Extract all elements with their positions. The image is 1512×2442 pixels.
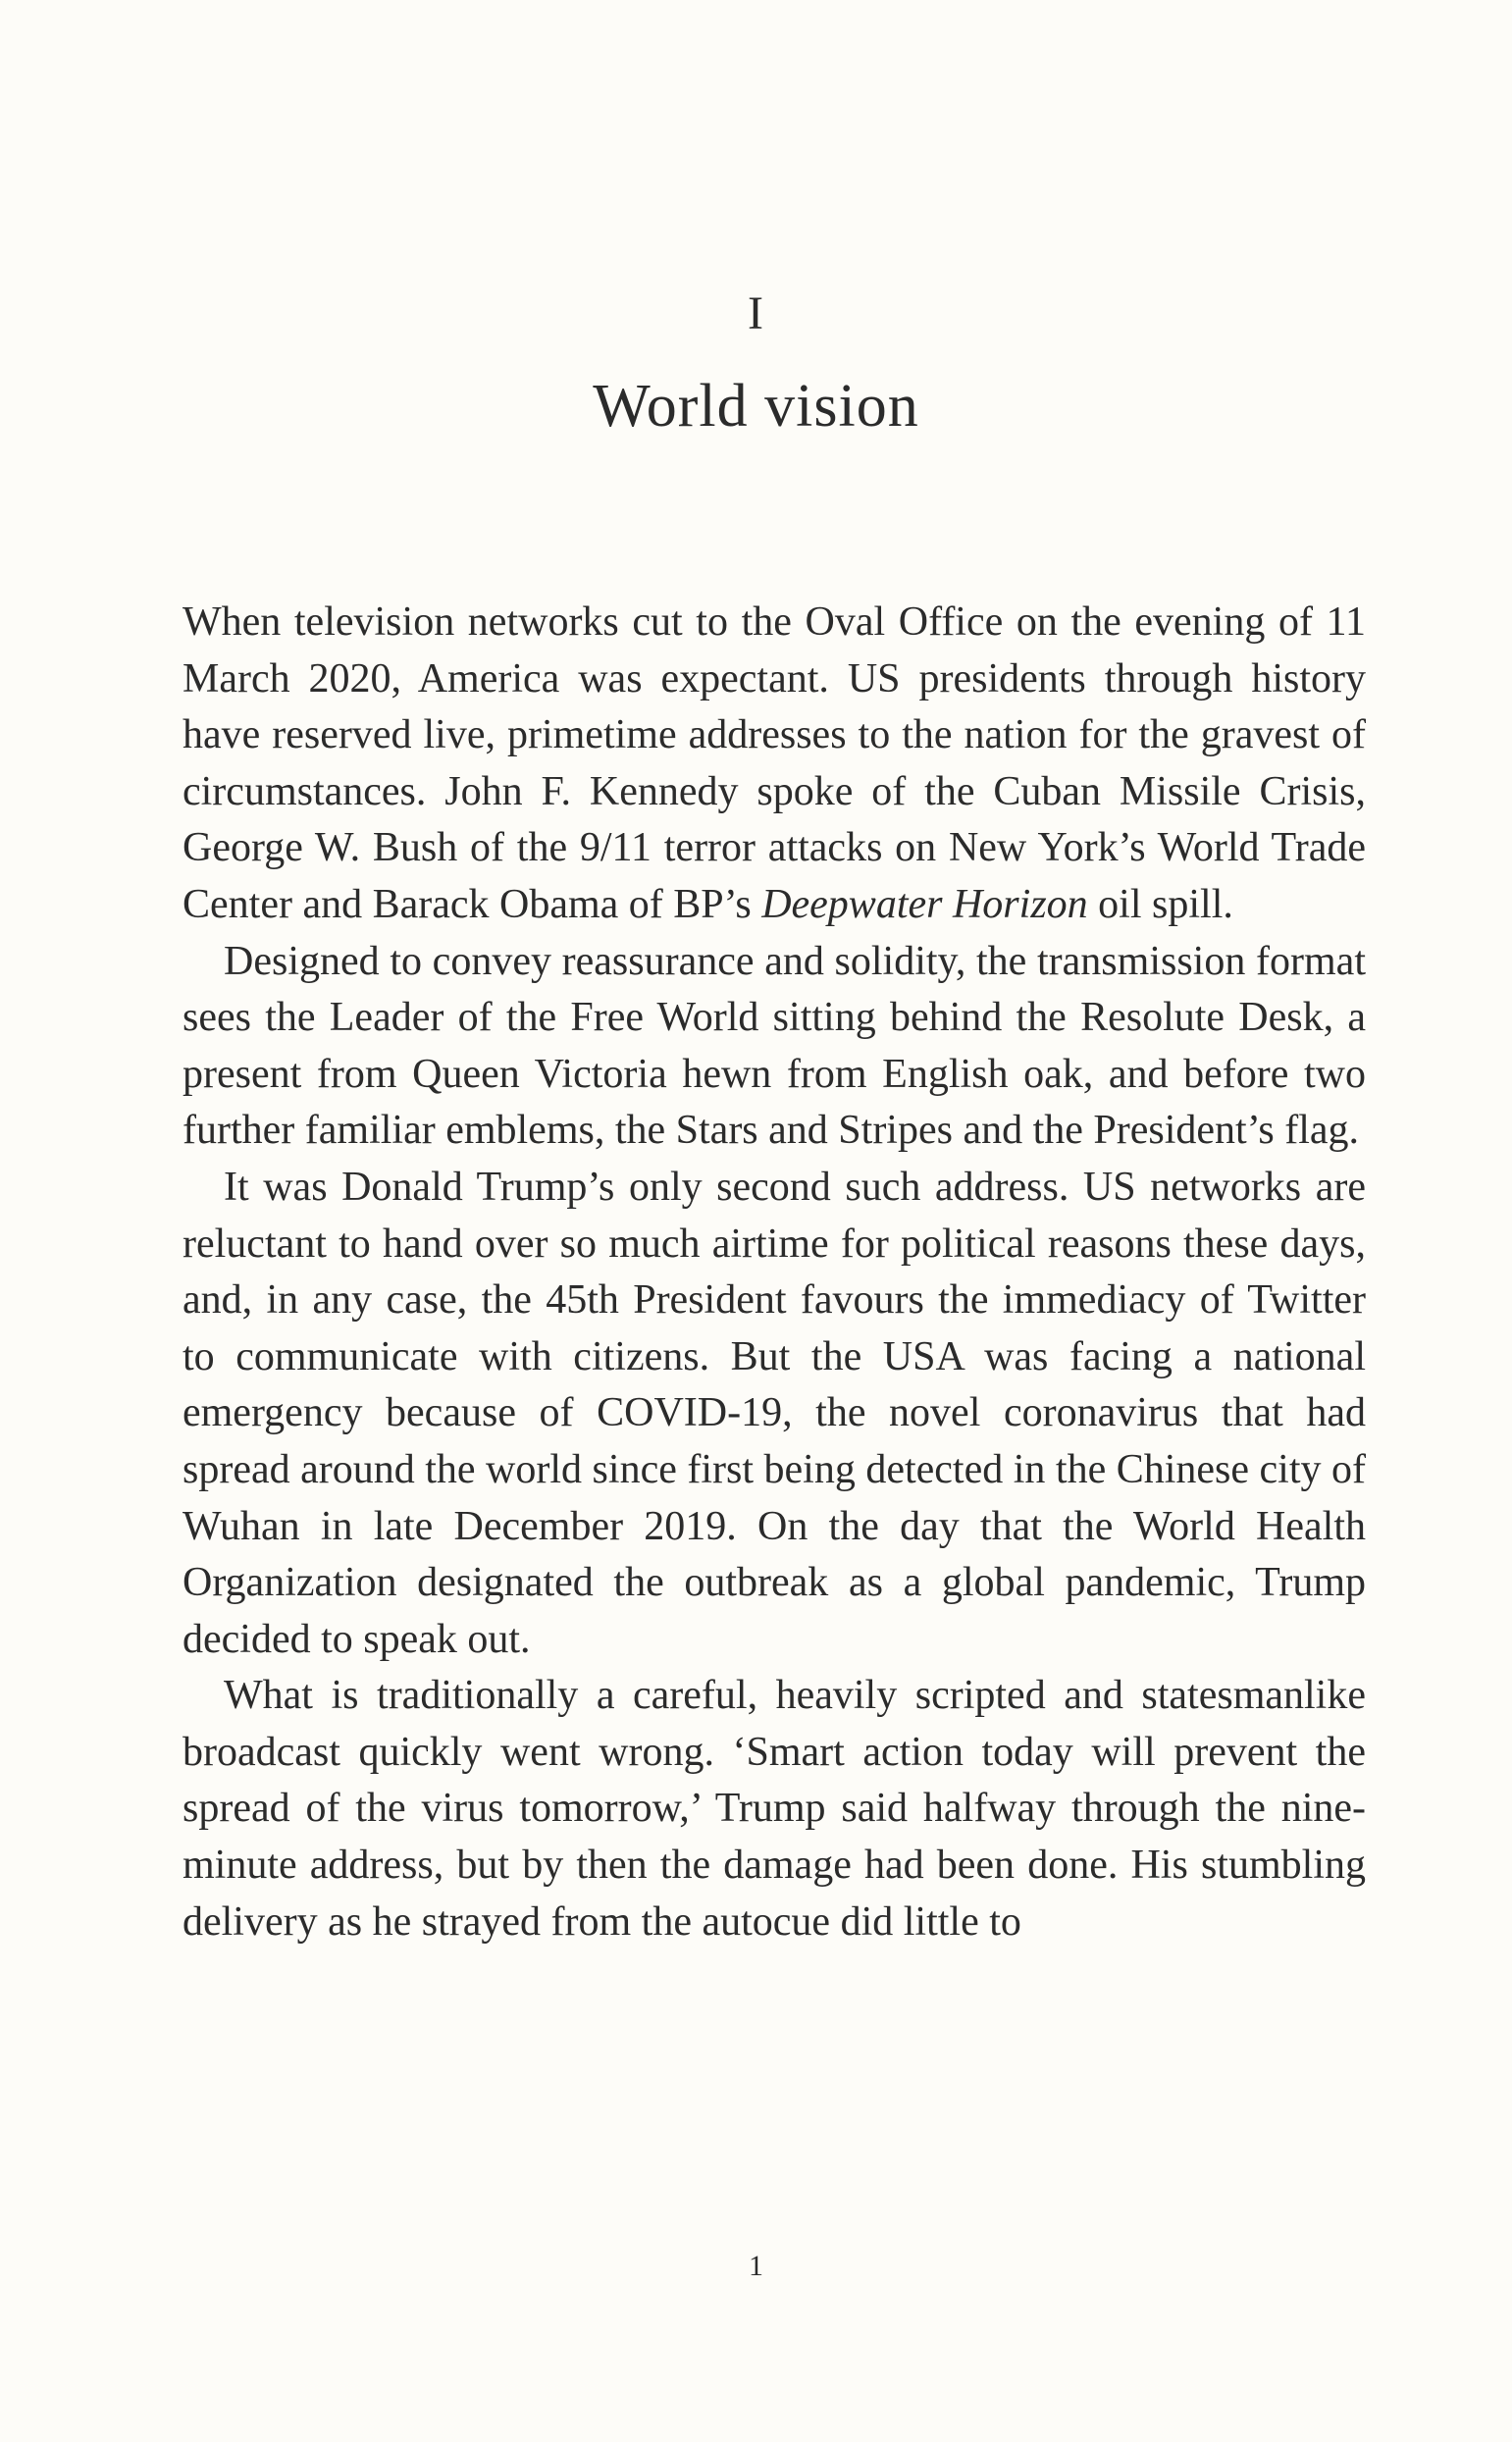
paragraph-1-text: When television networks cut to the Oval Office on the evening of 11 March 2020, America was expectant. US presidents through history have reserved live, primetime addresses to the nation for the gravest of circumstances. John F. Kennedy spoke of the Cuban Missile Crisis, George W. Bush of the 9/11 terror attacks on New York’s World Trade Center and Barack Obama of BP’s	[182, 599, 1366, 927]
paragraph-2: Designed to convey reassurance and solidity, the transmission format sees the Leader of the Free World sitting behind the Resolute Desk, a present from Queen Victoria hewn from English oak, and before two further familiar emblems, the Stars and Stripes and the President’s flag.	[182, 938, 1366, 1154]
page-number: 1	[749, 2250, 763, 2282]
italic-title-deepwater-horizon: Deepwater Horizon	[761, 881, 1088, 927]
chapter-number: I	[748, 287, 764, 339]
chapter-title: World vision	[593, 373, 919, 440]
paragraph-1	[182, 595, 1366, 934]
paragraph-4: What is traditionally a careful, heavily scripted and statesmanlike broadcast quickly went wrong. ‘Smart action today will prevent the spread of the virus tomorrow,’ Trump said halfway through the nine-minute address, but by then the damage had been done. His stumbling delivery as he strayed from the autocue did little to	[182, 1673, 1366, 1945]
paragraph-3: It was Donald Trump’s only second such address. US networks are reluctant to hand over so much airtime for political reasons these days, and, in any case, the 45th President favours the immediacy of Twitter to communicate with citizens. But the USA was facing a national emergency because of COVID-19, the novel coronavirus that had spread around the world since first being detected in the Chinese city of Wuhan in late December 2019. On the day that the World Health Organization designated the outbreak as a global pandemic, Trump decided to speak out.	[182, 1164, 1366, 1662]
chapter-body	[182, 595, 1366, 1950]
paragraph-1-tail: oil spill.	[1087, 881, 1233, 927]
